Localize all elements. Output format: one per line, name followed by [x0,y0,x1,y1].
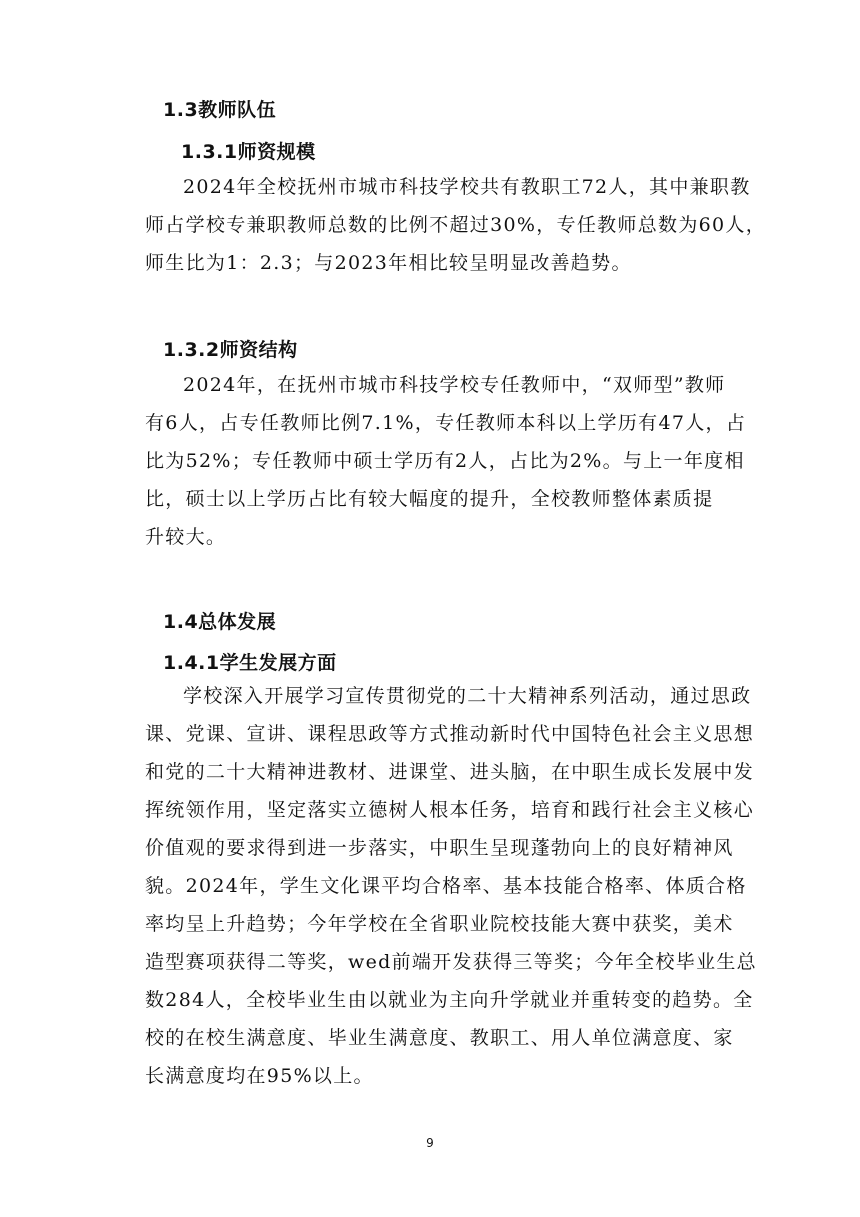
subsection-heading-1-3-1: 1.3.1师资规模 [181,141,316,163]
paragraph-line: 价值观的要求得到进一步落实，中职生呈现蓬勃向上的良好精神风 [145,837,734,859]
section-heading-1-4: 1.4总体发展 [163,611,277,633]
subsection-heading-1-3-2: 1.3.2师资结构 [163,339,298,361]
paragraph-student-development [145,677,757,1095]
section-heading-1-3: 1.3教师队伍 [163,99,277,121]
paragraph-line: 学校深入开展学习宣传贯彻党的二十大精神系列活动，通过思政 [183,685,752,707]
paragraph-line: 升较大。 [145,526,227,548]
page-number: 9 [426,1136,434,1150]
paragraph-line: 2024年全校抚州市城市科技学校共有教职工72人，其中兼职教 [183,176,751,198]
paragraph-line: 比为52%；专任教师中硕士学历有2人，占比为2%。与上一年度相 [145,450,745,472]
paragraph-line: 校的在校生满意度、毕业生满意度、教职工、用人单位满意度、家 [145,1027,734,1049]
paragraph-line: 有6人，占专任教师比例7.1%，专任教师本科以上学历有47人，占 [145,412,747,434]
paragraph-line: 师占学校专兼职教师总数的比例不超过30%，专任教师总数为60人， [145,214,767,236]
paragraph-line: 貌。2024年，学生文化课平均合格率、基本技能合格率、体质合格 [145,875,747,897]
paragraph-teacher-structure [145,366,747,556]
paragraph-line: 率均呈上升趋势；今年学校在全省职业院校技能大赛中获奖，美术 [145,913,734,935]
paragraph-line: 比，硕士以上学历占比有较大幅度的提升，全校教师整体素质提 [145,488,714,510]
paragraph-teacher-scale [145,168,767,282]
paragraph-line: 长满意度均在95%以上。 [145,1065,374,1087]
paragraph-line: 数284人，全校毕业生由以就业为主向升学就业并重转变的趋势。全 [145,989,754,1011]
paragraph-line: 课、党课、宣讲、课程思政等方式推动新时代中国特色社会主义思想 [145,723,755,745]
paragraph-line: 2024年，在抚州市城市科技学校专任教师中，“双师型”教师 [183,374,726,396]
paragraph-line: 和党的二十大精神进教材、进课堂、进头脑，在中职生成长发展中发 [145,761,755,783]
paragraph-line: 师生比为1：2.3；与2023年相比较呈明显改善趋势。 [145,252,632,274]
paragraph-line: 造型赛项获得二等奖，wed前端开发获得三等奖；今年全校毕业生总 [145,951,757,973]
paragraph-line: 挥统领作用，坚定落实立德树人根本任务，培育和践行社会主义核心 [145,799,755,821]
subsection-heading-1-4-1: 1.4.1学生发展方面 [163,652,337,674]
